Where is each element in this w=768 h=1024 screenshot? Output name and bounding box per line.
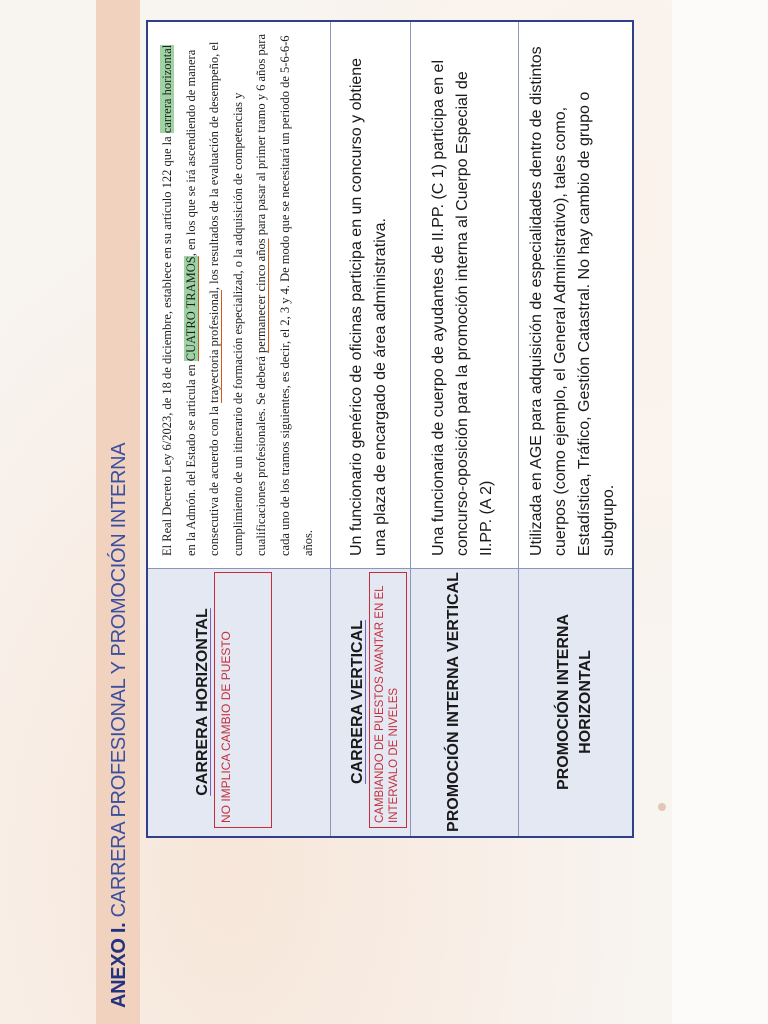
table-row-carrera-horizontal (148, 22, 331, 836)
note-no-implica-cambio: NO IMPLICA CAMBIO DE PUESTO (214, 572, 272, 828)
highlight-cuatro-tramos: CUATRO TRAMOS (183, 256, 198, 362)
row-content-cell (519, 22, 632, 568)
row-label-cell (331, 568, 410, 836)
row-content-cell (148, 22, 330, 568)
text-part: , los resultados de la evaluación de desempeño, el cumplimiento de un itinerario de formación especializad, o la adquisición de competencias y cualificaciones profesionales. Se deberá (207, 41, 268, 556)
table-row-carrera-vertical (331, 22, 411, 836)
table-row-promocion-horizontal (519, 22, 632, 836)
highlight-carrera-horizontal: carrera horizontal (160, 44, 174, 134)
underline-permanecer: permanecer cinco años (254, 238, 268, 353)
row-label-cell (148, 568, 330, 836)
promocion-horizontal-description: Utilizada en AGE para adquisición de especialidades dentro de distintos cuerpos (como ejemplo, el General Administrativo), tales como, Estadística, Tráfico, Gestión Catastral. No hay cambio de grupo o subgrupo. (528, 46, 617, 556)
carrera-horizontal-description (156, 34, 321, 556)
rotated-slide (100, 10, 660, 1010)
heading-carrera-vertical: CARRERA VERTICAL (349, 620, 366, 784)
career-table (146, 20, 634, 838)
row-content-cell (331, 22, 410, 568)
row-label-cell (411, 568, 518, 836)
heading-carrera-horizontal: CARRERA HORIZONTAL (194, 608, 211, 796)
note-cambiando-puestos: CAMBIANDO DE PUESTOS AVANTAR EN EL INTERVALO DE NIVELES (369, 572, 407, 828)
underline-trayectoria: trayectoria profesional (207, 290, 221, 403)
heading-promocion-interna-horizontal: PROMOCIÓN INTERNA HORIZONTAL (555, 614, 594, 790)
page-title (108, 443, 131, 1008)
title-prefix: ANEXO I. (108, 922, 130, 1008)
right-margin-strip (672, 0, 768, 1024)
text-part: para pasar al primer tramo y 6 años para cada uno de los tramos siguientes, es decir, el 2, 3 y 4. De modo que se necesitará un periodo de 5-6-6-6 años. (254, 33, 315, 556)
heading-promocion-interna-vertical: PROMOCIÓN INTERNA VERTICAL (445, 572, 462, 832)
title-text: CARRERA PROFESIONAL Y PROMOCIÓN INTERNA (108, 442, 130, 923)
text-part: El Real Decreto Ley 6/2023, de 18 de diciembre, establece en su artículo 122 que la (160, 133, 174, 556)
text-part: , en los que se irá ascendiendo de manera consecutiva de acuerdo con la (183, 49, 221, 556)
table-row-promocion-vertical (411, 22, 519, 836)
row-content-cell (411, 22, 518, 568)
text-part: en la Admón. del Estado se articula en (183, 361, 198, 556)
promocion-vertical-description: Una funcionaria de cuerpo de ayudantes de II.PP. (C 1) participa en el concurso-oposición para la promoción interna al Cuerpo Especial de II.PP. (A 2) (430, 59, 495, 556)
carrera-vertical-description: Un funcionario genérico de oficinas participa en un concurso y obtiene una plaza de encargado de área administrativa. (348, 57, 389, 556)
row-label-cell (519, 568, 632, 836)
